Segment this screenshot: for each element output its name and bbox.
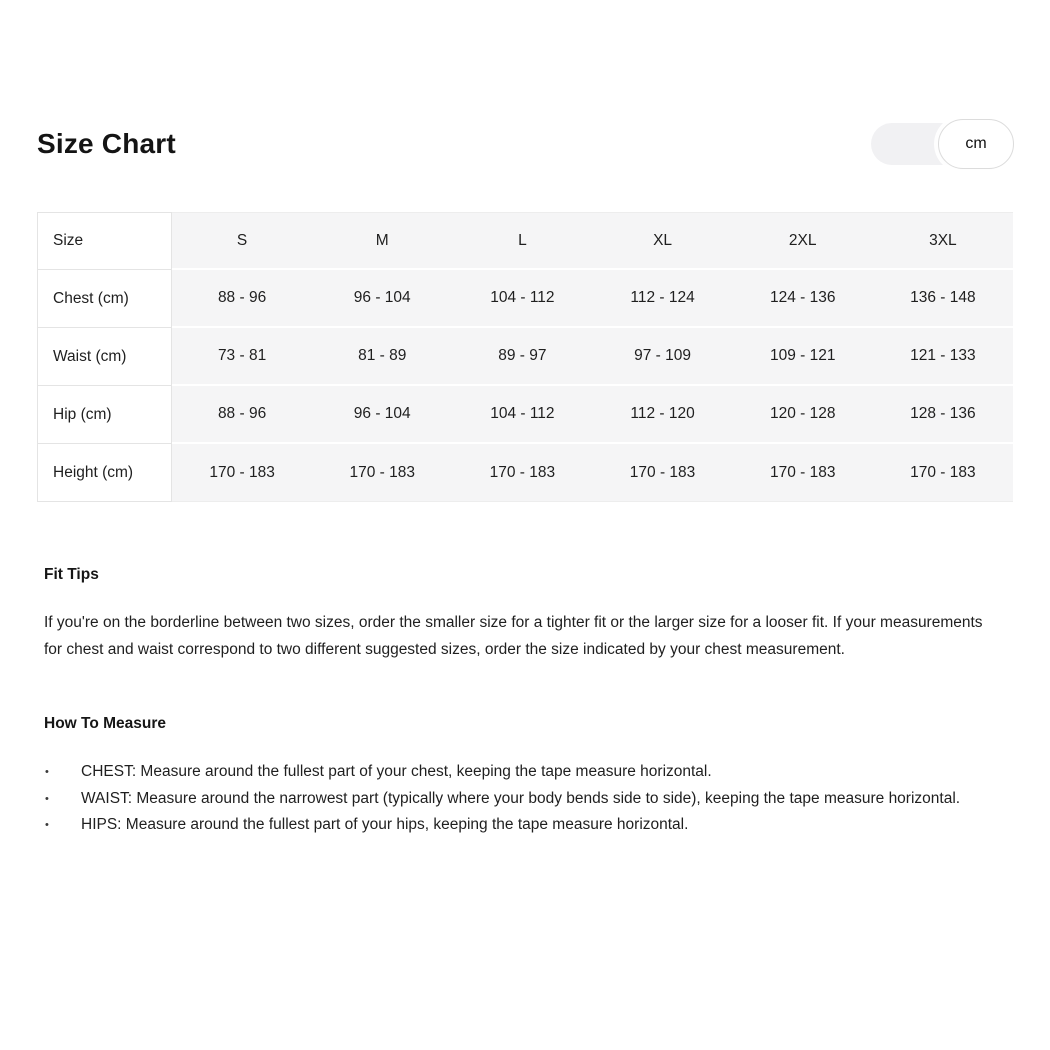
measurement-cell: 104 - 112 [452, 270, 592, 328]
list-item: • HIPS: Measure around the fullest part of your hips, keeping the tape measure horizontal. [44, 812, 1013, 839]
measurement-cell: 89 - 97 [452, 328, 592, 386]
fit-tips-body: If you're on the borderline between two sizes, order the smaller size for a tighter fit or the larger size for a looser fit. If your measurements for chest and waist correspond to two different suggested sizes, order the size indicated by your chest measurement. [44, 614, 983, 658]
row-label: Chest (cm) [37, 270, 172, 328]
table-row-waist [37, 328, 1013, 386]
page-title: Size Chart [37, 128, 176, 159]
size-column-header: M [312, 212, 452, 270]
unit-toggle-thumb[interactable] [938, 119, 1014, 169]
measurement-cell: 112 - 124 [592, 270, 732, 328]
measurement-cell: 96 - 104 [312, 270, 452, 328]
measurement-cell: 81 - 89 [312, 328, 452, 386]
size-chart-page [37, 0, 1013, 839]
measurement-cell: 104 - 112 [452, 386, 592, 444]
measurement-cell: 121 - 133 [873, 328, 1013, 386]
measurement-cell: 170 - 183 [733, 444, 873, 502]
list-item: • CHEST: Measure around the fullest part of your chest, keeping the tape measure horizontal. [44, 759, 1013, 786]
table-row-chest [37, 270, 1013, 328]
measurement-cell: 112 - 120 [592, 386, 732, 444]
list-item: • WAIST: Measure around the narrowest part (typically where your body bends side to side), keeping the tape measure horizontal. [44, 786, 1013, 813]
unit-toggle[interactable] [871, 123, 1011, 165]
measurement-cell: 128 - 136 [873, 386, 1013, 444]
how-to-measure-list [37, 759, 1013, 839]
measurement-cell: 120 - 128 [733, 386, 873, 444]
size-column-header: XL [592, 212, 732, 270]
measurement-cell: 88 - 96 [172, 270, 312, 328]
size-column-header: 2XL [733, 212, 873, 270]
size-table [37, 212, 1013, 502]
measurement-cell: 170 - 183 [873, 444, 1013, 502]
size-table-corner-cell: Size [37, 212, 172, 270]
size-chart-header [37, 118, 1013, 170]
measurement-cell: 136 - 148 [873, 270, 1013, 328]
measurement-cell: 88 - 96 [172, 386, 312, 444]
measurement-cell: 170 - 183 [452, 444, 592, 502]
measurement-cell: 124 - 136 [733, 270, 873, 328]
size-column-header: L [452, 212, 592, 270]
measurement-cell: 170 - 183 [592, 444, 732, 502]
measurement-cell: 96 - 104 [312, 386, 452, 444]
measurement-cell: 73 - 81 [172, 328, 312, 386]
fit-tips-heading: Fit Tips [44, 566, 99, 583]
size-table-header-row [37, 212, 1013, 270]
table-row-height [37, 444, 1013, 502]
row-label: Hip (cm) [37, 386, 172, 444]
row-label: Height (cm) [37, 444, 172, 502]
measurement-cell: 170 - 183 [312, 444, 452, 502]
measurement-cell: 170 - 183 [172, 444, 312, 502]
row-label: Waist (cm) [37, 328, 172, 386]
unit-toggle-selected-label: cm [965, 135, 987, 152]
table-row-hip [37, 386, 1013, 444]
measurement-cell: 97 - 109 [592, 328, 732, 386]
measurement-cell: 109 - 121 [733, 328, 873, 386]
how-to-measure-heading: How To Measure [44, 715, 167, 732]
size-column-header: 3XL [873, 212, 1013, 270]
size-column-header: S [172, 212, 312, 270]
size-table-container [37, 212, 1013, 502]
